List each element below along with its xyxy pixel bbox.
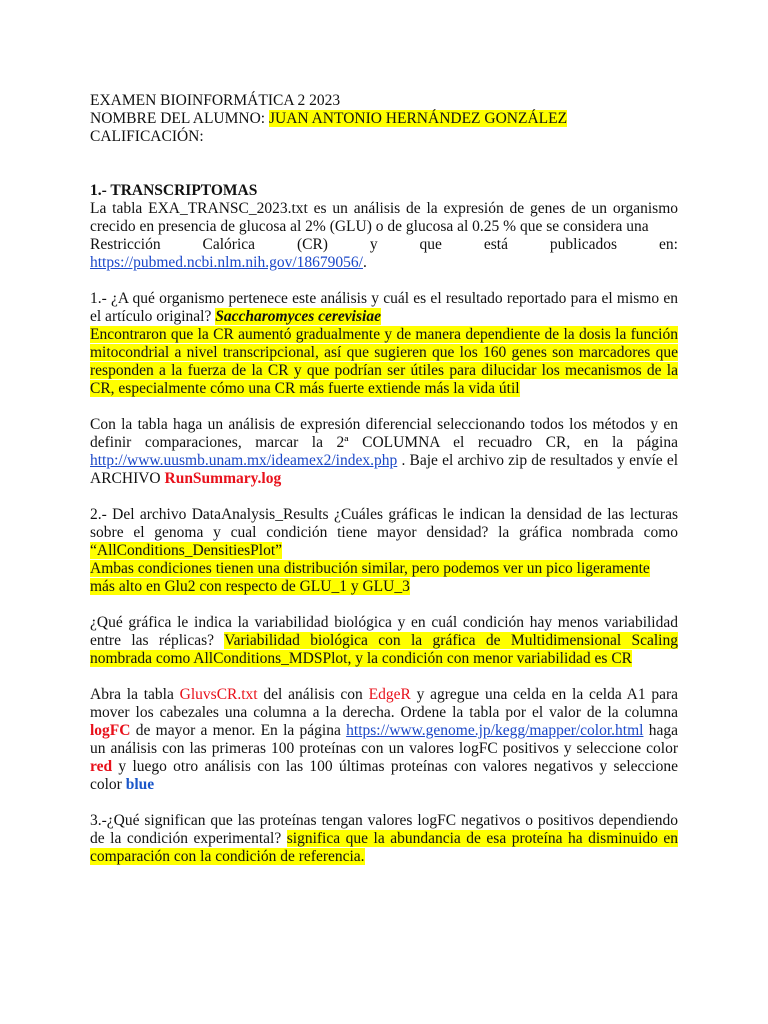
instructions-1 [90,416,678,488]
instr2-t6: y luego otro análisis con las 100 últimas proteínas con valores negativos y seleccione color [90,758,678,793]
organism-answer: Saccharomyces cerevisiae [215,308,381,325]
gluvscr-table: GluvsCR.txt [179,686,258,703]
edger-tool: EdgeR [368,686,411,703]
answer-2b: Variabilidad biológica con la gráfica de Multidimensional Scaling nombrada como AllConditions_MDSPlot, y la condición con menor variabilidad es CR [90,632,678,667]
kegg-link[interactable]: https://www.genome.jp/kegg/mapper/color.html [346,722,644,739]
question-2b-text: ¿Qué gráfica le indica la variabilidad biológica y en cuál condición hay menos variabilidad entre las réplicas? [90,614,678,649]
answer-1-block [90,326,678,398]
answer-1: Encontraron que la CR aumentó gradualmente y de manera dependiente de la dosis la función mitocondrial a nivel transcripcional, así que sugieren que los 160 genes son marcadores que responden a la fuerza de la CR y que podrían ser útiles para dilucidar los mecanismos de la CR, especialmente cómo una CR más fuerte extiende más la vida útil [90,326,678,397]
question-2b [90,614,678,668]
grade-label: CALIFICACIÓN: [90,128,204,145]
ideamex-link[interactable]: http://www.uusmb.unam.mx/ideamex2/index.php [90,452,398,469]
intro-word: Calórica [202,236,256,253]
instr2-t2: del análisis con [263,686,363,703]
logfc-column: logFC [90,722,131,739]
question-3 [90,812,678,866]
intro-word: publicados [549,236,618,253]
question-2-text: 2.- Del archivo DataAnalysis_Results ¿Cuáles gráficas le indican la densidad de las lecturas sobre el genoma y cual condición tiene mayor densidad? la gráfica nombrada como [90,506,678,541]
instr2-t4: de mayor a menor. En la página [135,722,341,739]
instructions-1-text: Con la tabla haga un análisis de expresión diferencial seleccionando todos los métodos y en definir comparaciones, marcar la 2ª COLUMNA el recuadro CR, en la página [90,416,678,451]
instr2-t5: haga un análisis con las primeras 100 proteínas con un valores logFC positivos y seleccione color [90,722,679,757]
instructions-2 [90,686,678,794]
instr2-t3: y agregue una celda en la celda A1 para mover los cabezales una columna a la derecha. Ordene la tabla por el valor de la columna [90,686,679,721]
document-page [90,92,678,866]
student-name: JUAN ANTONIO HERNÁNDEZ GONZÁLEZ [268,110,568,127]
question-1 [90,290,678,326]
color-red-label: red [90,758,113,775]
pubmed-link[interactable]: https://pubmed.ncbi.nlm.nih.gov/18679056/ [90,254,363,271]
answer-3: significa que la abundancia de esa proteína ha disminuido en comparación con la condición de referencia. [90,830,679,865]
runsummary-file: RunSummary.log [164,470,282,487]
color-blue-label: blue [125,776,155,793]
student-line [90,110,678,128]
question-1-text: 1.- ¿A qué organismo pertenece este análisis y cuál es el resultado reportado para el mismo en el artículo original? [90,290,678,325]
question-3-text: 3.-¿Qué significan que las proteínas tengan valores logFC negativos o positivos dependiendo de la condición experimental? [90,812,678,847]
exam-title: EXAMEN BIOINFORMÁTICA 2 2023 [90,92,341,109]
instr2-t1: Abra la tabla [90,686,174,703]
instructions-1-after: . Baje el archivo zip de resultados y envíe el ARCHIVO [90,452,679,487]
section-intro: La tabla EXA_TRANSC_2023.txt es un análisis de la expresión de genes de un organismo crecido en presencia de glucosa al 2% (GLU) o de glucosa al 0.25 % que se considera una [90,200,678,235]
section-intro-spread [90,236,678,254]
section-heading: 1.- TRANSCRIPTOMAS [90,182,258,199]
student-label: NOMBRE DEL ALUMNO: [90,110,266,127]
intro-word: en: [658,236,678,253]
intro-word: y [369,236,378,253]
answer-2-plot: “AllConditions_DensitiesPlot” [90,542,283,559]
intro-end: . [362,254,367,271]
answer-2-block [90,560,678,596]
intro-word: Restricción [90,236,161,253]
intro-word: que [419,236,442,253]
intro-word: está [483,236,508,253]
question-2 [90,506,678,560]
answer-2: Ambas condiciones tienen una distribución similar, pero podemos ver un pico ligeramente más alto en Glu2 con respecto de GLU_1 y GLU_3 [90,560,650,595]
pubmed-line [90,254,678,272]
intro-word: (CR) [296,236,328,253]
